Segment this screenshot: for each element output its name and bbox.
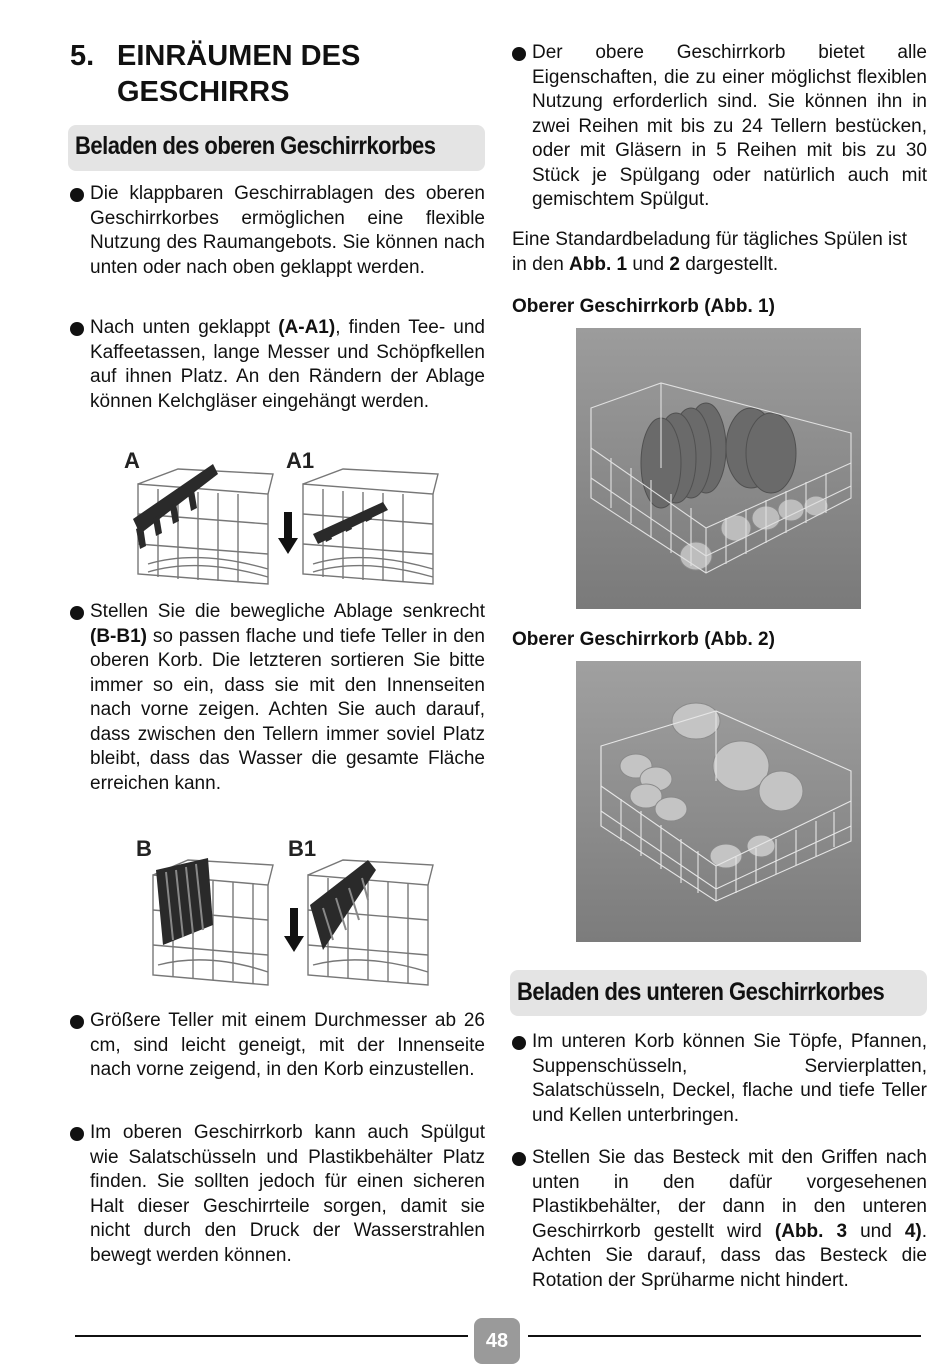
- bullet-fold-racks: [70, 182, 485, 280]
- figure-label-b1: B1: [288, 836, 317, 861]
- section-heading-lower-basket: Beladen des unteren Geschirrkorbes: [510, 970, 927, 1016]
- bullet-text: Die klappbaren Geschirrablagen des oberen Geschirrkorbes ermöglichen eine flexible Nutzung des Raumangebots. Sie können nach unten oder nach oben geklappt werden.: [90, 183, 485, 278]
- figure-caption-2: Oberer Geschirrkorb (Abb. 2): [512, 629, 775, 650]
- rack-wire-a1: [303, 469, 438, 584]
- upper-basket-photo-2: [576, 661, 861, 942]
- bullet-text: Im oberen Geschirrkorb kann auch Spülgut wie Salatschüsseln und Plastikbehälter Platz finden. Sie sollten jedoch für einen sicheren Halt dieser Geschirrteile sorgen, damit sie nicht durch den Druck der Wasserstrahlen bewegt werden können.: [90, 1122, 485, 1266]
- bullet-dot-icon: [512, 1036, 526, 1050]
- bullet-text: Nach unten geklappt (A-A1), finden Tee- und Kaffeetassen, lange Messer und Schöpfkellen auf ihnen Platz. An den Rändern der Ablage können Kelchgläser eingehängt werden.: [90, 317, 485, 412]
- bullet-upper-basket-features: [512, 41, 927, 213]
- vertical-rack-b: [156, 858, 213, 945]
- arrow-down-icon: [278, 512, 298, 554]
- upper-basket-photo-1-drawing: [576, 328, 861, 609]
- bullet-cutlery: [512, 1146, 927, 1293]
- bullet-vertical-rack: [70, 600, 485, 796]
- rack-diagram-a-a1-drawing: [118, 444, 443, 590]
- bullet-text: Stellen Sie das Besteck mit den Griffen nach unten in den dafür vorgesehenen Plastikbehälter, der dann in den unteren Geschirrkorb gestellt wird (Abb. 3 und 4). Achten Sie darauf, dass das Besteck die Rotation der Sprüharme nicht hindert.: [532, 1147, 927, 1291]
- bullet-large-plates: [70, 1009, 485, 1083]
- figure-label-a: A: [124, 448, 140, 473]
- fold-rack-a1: [313, 502, 388, 544]
- figure-label-a1: A1: [286, 448, 315, 473]
- figure-label-b: B: [136, 836, 152, 861]
- upper-basket-photo-1: [576, 328, 861, 609]
- footer-rule-left: [75, 1335, 468, 1337]
- bullet-lower-basket-items: [512, 1030, 927, 1128]
- bullet-dot-icon: [70, 322, 84, 336]
- fold-rack-a: [133, 464, 218, 549]
- standard-load-paragraph: Eine Standardbeladung für tägliches Spülen ist in den Abb. 1 und 2 dargestellt.: [512, 229, 908, 275]
- bullet-dot-icon: [512, 1152, 526, 1166]
- section-heading-upper-basket: Beladen des oberen Geschirrkorbes: [68, 125, 485, 171]
- vertical-rack-b1: [310, 860, 376, 950]
- bullet-salad-bowls: [70, 1121, 485, 1268]
- bullet-dot-icon: [70, 188, 84, 202]
- bullet-text: Größere Teller mit einem Durchmesser ab 26 cm, sind leicht geneigt, mit der Innenseite nach vorne zeigend, in den Korb einzustellen.: [90, 1010, 485, 1080]
- bullet-text: Stellen Sie die bewegliche Ablage senkrecht (B-B1) so passen flache und tiefe Teller in den oberen Korb. Die letzteren sortieren Sie bitte immer so ein, dass sie mit den Innenseiten nach vorne zeigen. Achten Sie auch darauf, dass zwischen den Tellern immer soviel Platz bleibt, dass das Wasser die gesamte Fläche erreichen kann.: [90, 601, 485, 794]
- upper-basket-photo-2-drawing: [576, 661, 861, 942]
- chapter-number: 5.: [70, 40, 95, 72]
- footer-rule-right: [528, 1335, 921, 1337]
- chapter-title: EINRÄUMEN DES GESCHIRRS: [117, 40, 361, 108]
- bullet-dot-icon: [512, 47, 526, 61]
- page-number: 48: [474, 1318, 520, 1364]
- figure-caption-1: Oberer Geschirrkorb (Abb. 1): [512, 296, 775, 317]
- rack-diagram-b-b1-drawing: [118, 830, 443, 992]
- bullet-dot-icon: [70, 1015, 84, 1029]
- rack-diagram-a-a1: [118, 444, 443, 590]
- bullet-dot-icon: [70, 1127, 84, 1141]
- bullet-text: Im unteren Korb können Sie Töpfe, Pfannen, Suppenschüsseln, Servierplatten, Salatschüsseln, Deckel, flache und tiefe Teller und Kellen unterbringen.: [532, 1031, 927, 1126]
- rack-diagram-b-b1: [118, 830, 443, 992]
- bullet-dot-icon: [70, 606, 84, 620]
- bullet-text: Der obere Geschirrkorb bietet alle Eigenschaften, die zu einer möglichst flexiblen Nutzung erforderlich sind. Sie können ihn in zwei Reihen mit bis zu 24 Tellern bestücken, oder mit Gläsern in 5 Reihen mit bis zu 30 Stück je Spülgang oder natürlich auch mit gemischtem Spülgut.: [532, 42, 927, 210]
- arrow-down-icon: [284, 908, 304, 952]
- bullet-folded-down: [70, 316, 485, 414]
